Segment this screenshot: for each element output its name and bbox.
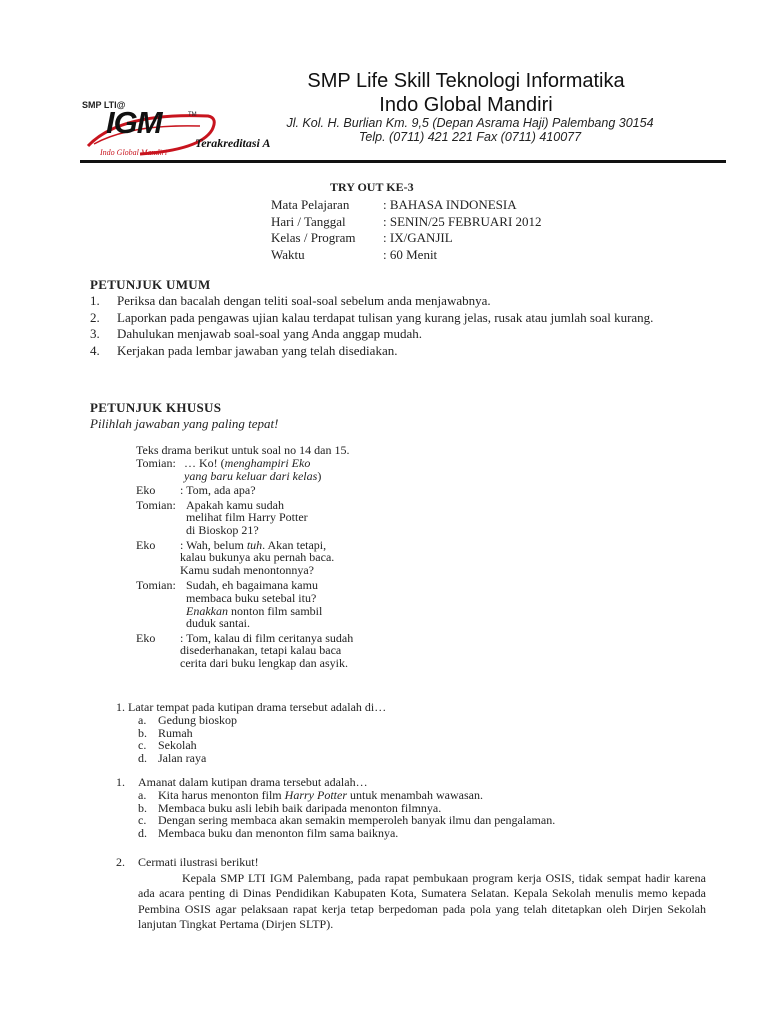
option-letter: d. xyxy=(138,826,147,841)
list-text: Periksa dan bacalah dengan teliti soal-soal sebelum anda menjawabnya. xyxy=(117,293,491,308)
option-letter: a. xyxy=(138,787,147,802)
exam-row-time xyxy=(271,247,591,264)
question-stem: Amanat dalam kutipan drama tersebut adalah… xyxy=(138,775,368,789)
exam-row-date xyxy=(271,214,591,231)
question-stem: 1. Latar tempat pada kutipan drama tersebut adalah di… xyxy=(116,700,387,714)
speaker-name: Eko xyxy=(136,483,156,498)
option-text: Membaca buku asli lebih baik daripada menonton filmnya. xyxy=(158,800,442,815)
list-number: 3. xyxy=(90,326,100,341)
dialogue-line xyxy=(136,579,341,629)
exam-title: TRY OUT KE-3 xyxy=(330,180,414,194)
question-1 xyxy=(116,701,716,765)
question-3 xyxy=(116,855,706,933)
option-letter: b. xyxy=(138,725,147,740)
option xyxy=(138,714,716,727)
option-text: Dengan sering membaca akan semakin memperoleh banyak ilmu dan pengalaman. xyxy=(158,813,556,828)
option-italic: Harry Potter xyxy=(284,787,347,802)
option-text: Kita harus menonton film xyxy=(158,787,285,802)
option-letter: a. xyxy=(138,712,147,727)
dialogue-text: : Tom, kalau di film ceritanya sudah disederhanakan, tetapi kalau baca cerita dari buku lengkap dan asyik. xyxy=(180,630,354,670)
school-address: Jl. Kol. H. Burlian Km. 9,5 (Depan Asrama Haji) Palembang 30154 xyxy=(286,116,654,130)
list-item xyxy=(90,343,706,360)
drama-text xyxy=(136,457,376,670)
dialogue-text-end: nonton film sambil duduk santai. xyxy=(186,603,323,631)
option xyxy=(138,739,716,752)
option-text: Gedung bioskop xyxy=(158,712,237,727)
specific-instructions-text: Pilihlah jawaban yang paling tepat! xyxy=(90,416,279,431)
speaker-name: Tomian: xyxy=(136,497,176,512)
option-text: Jalan raya xyxy=(158,751,207,766)
dialogue-line xyxy=(136,457,334,482)
dialogue-text: Apakah kamu sudah melihat film Harry Potter di Bioskop 21? xyxy=(186,497,308,537)
speaker-name: Tomian: xyxy=(136,578,176,593)
option-letter: d. xyxy=(138,751,147,766)
general-instructions-heading: PETUNJUK UMUM xyxy=(90,277,211,292)
dialogue-italic: tuh xyxy=(246,537,263,552)
option xyxy=(138,727,716,740)
list-number: 2. xyxy=(90,309,100,325)
list-text: Laporkan pada pengawas ujian kalau terdapat tulisan yang kurang jelas, rusak atau jumlah soal kurang. xyxy=(117,309,654,325)
option-letter: c. xyxy=(138,813,147,828)
list-text: Kerjakan pada lembar jawaban yang telah disediakan. xyxy=(117,342,398,358)
list-item xyxy=(90,326,706,343)
dialogue-text: : Tom, ada apa? xyxy=(180,483,256,498)
question-number: 2. xyxy=(116,855,125,869)
dialogue-text-end: . Akan tetapi, kalau bukunya aku pernah baca. Kamu sudah menontonnya? xyxy=(180,537,335,577)
question-number: 1. xyxy=(116,775,125,789)
exam-label: Hari / Tanggal xyxy=(271,213,346,229)
stage-direction: menghampiri Eko yang baru keluar dari kelas xyxy=(184,456,318,483)
dialogue-text-end: ) xyxy=(317,468,322,483)
school-name-line1: SMP Life Skill Teknologi Informatika xyxy=(307,70,625,92)
exam-label: Waktu xyxy=(271,246,305,262)
exam-label: Kelas / Program xyxy=(271,230,356,245)
dialogue-line xyxy=(136,539,355,577)
option-text-end: untuk menambah wawasan. xyxy=(346,787,483,802)
logo-tm: TM xyxy=(188,112,197,118)
speaker-name: Tomian: xyxy=(136,456,176,470)
question-stem: Cermati ilustrasi berikut! xyxy=(138,855,259,869)
exam-value: : BAHASA INDONESIA xyxy=(383,197,517,212)
drama-intro: Teks drama berikut untuk soal no 14 dan 15. xyxy=(136,443,350,457)
exam-info xyxy=(271,197,591,263)
option xyxy=(138,827,716,840)
header-divider xyxy=(80,160,726,163)
exam-value: : SENIN/25 FEBRUARI 2012 xyxy=(383,213,542,229)
exam-label: Mata Pelajaran xyxy=(271,197,350,212)
option xyxy=(138,752,716,765)
list-number: 4. xyxy=(90,342,100,358)
list-text: Dahulukan menjawab soal-soal yang Anda anggap mudah. xyxy=(117,326,423,341)
option-letter: c. xyxy=(138,738,147,753)
option-text: Membaca buku dan menonton film sama baiknya. xyxy=(158,826,399,841)
logo-script-text: Indo Global Mandiri xyxy=(100,148,168,157)
accreditation-label: Terakreditasi A xyxy=(195,136,271,150)
specific-instructions-heading: PETUNJUK KHUSUS xyxy=(90,400,222,415)
list-item xyxy=(90,293,706,310)
dialogue-line xyxy=(136,632,360,670)
exam-value: : 60 Menit xyxy=(383,246,438,262)
general-instructions-list xyxy=(90,293,706,359)
question-stem-row xyxy=(116,855,706,871)
exam-row-subject xyxy=(271,197,591,214)
school-phone: Telp. (0711) 421 221 Fax (0711) 410077 xyxy=(358,130,582,144)
dialogue-line xyxy=(136,484,376,497)
dialogue-line xyxy=(136,499,316,537)
illustration-paragraph: Kepala SMP LTI IGM Palembang, pada rapat pembukaan program kerja OSIS, tidak sempat hadir karena ada acara penting di Dinas Pendidikan Kabupaten Kota, Sumatera Selatan. Kepala Sekolah menulis memo kepada Pembina OSIS agar pelaksaan rapat kerja tetap berpedoman pada pola yang telah ditetapkan oleh Dirjen Sekolah lanjutan Tingkat Pertama (Dirjen SLTP). xyxy=(138,870,706,931)
dialogue-text: Sudah, eh bagaimana kamu membaca buku setebal itu? xyxy=(186,578,318,605)
dialogue-text: … Ko! ( xyxy=(184,456,225,470)
list-number: 1. xyxy=(90,293,100,308)
logo-top-text: SMP LTI@ xyxy=(82,100,126,110)
exam-row-class xyxy=(271,230,591,247)
option-text: Rumah xyxy=(158,725,193,740)
logo-brand: IGM xyxy=(106,105,162,140)
option-text: Sekolah xyxy=(158,738,197,753)
school-name-line2: Indo Global Mandiri xyxy=(379,94,553,116)
option-letter: b. xyxy=(138,800,147,815)
question-options xyxy=(116,714,716,765)
question-options xyxy=(116,789,716,840)
speaker-name: Eko xyxy=(136,630,156,645)
speaker-name: Eko xyxy=(136,537,156,552)
question-2 xyxy=(116,776,716,840)
dialogue-text: : Wah, belum xyxy=(180,537,247,552)
list-item xyxy=(90,310,706,327)
dialogue-italic: Enakkan xyxy=(186,603,228,618)
exam-value: : IX/GANJIL xyxy=(383,230,453,245)
